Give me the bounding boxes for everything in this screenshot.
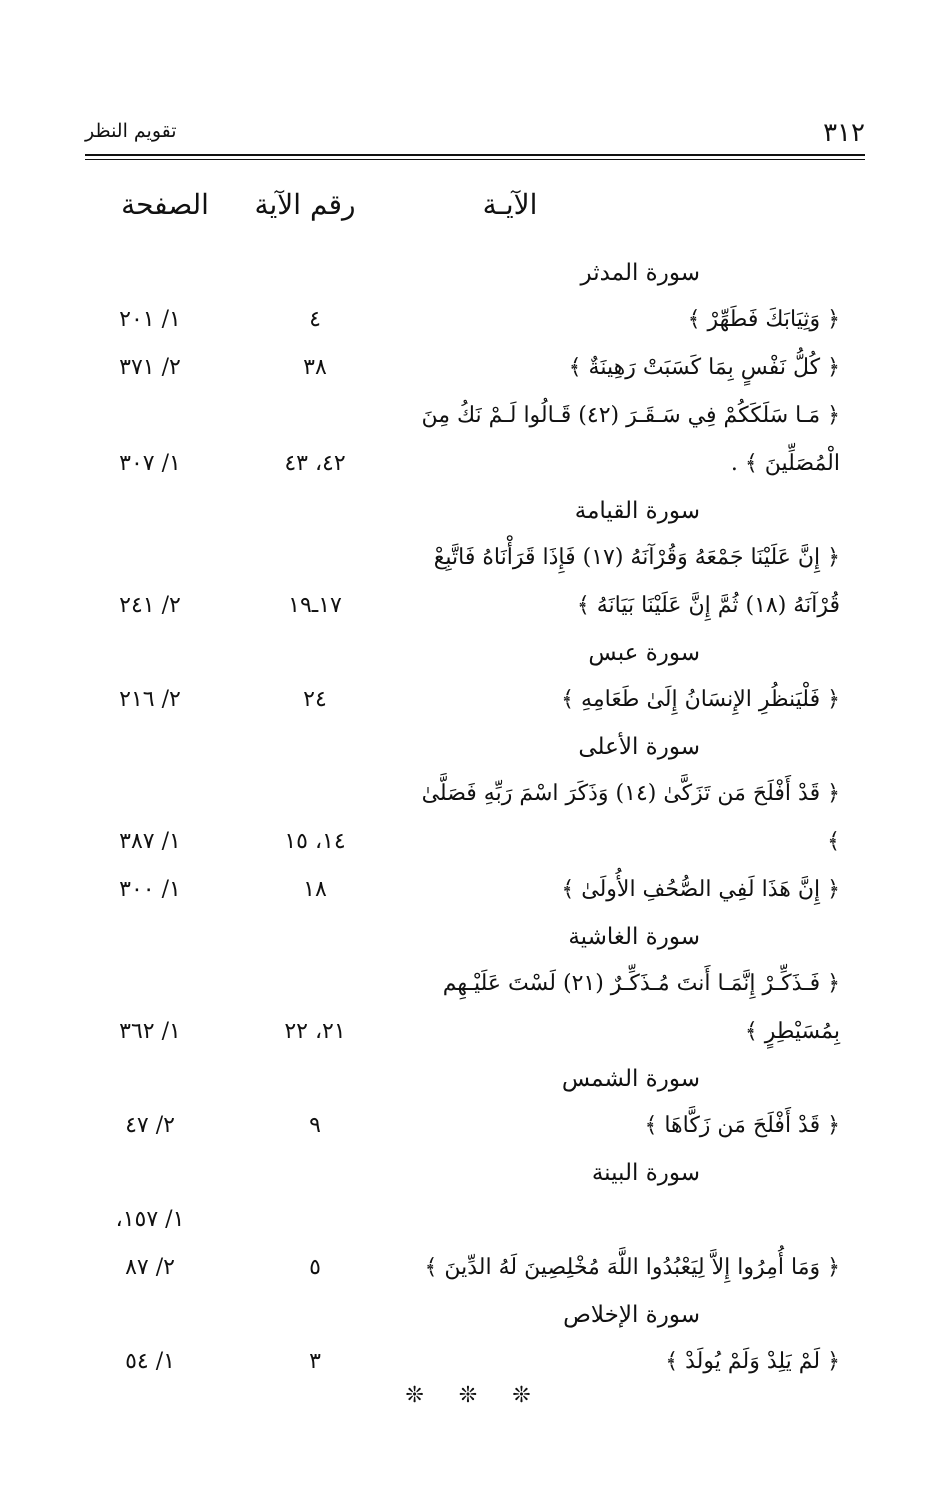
verse-row	[80, 1338, 840, 1386]
verse-row	[80, 392, 840, 488]
verse-text: ﴿ إِنَّ عَلَيْنَا جَمْعَهُ وَقُرْآنَهُ (١٧) فَإِذَا قَرَأْنَاهُ فَاتَّبِعْ قُرْآنَهُ (١٨) ثُمَّ إِنَّ عَلَيْنَا بَيَانَهُ ﴾	[433, 545, 840, 618]
verse-row	[80, 1196, 840, 1292]
ayah-number: ٢٤	[303, 687, 327, 712]
page-reference-line: ١/ ٥٤	[125, 1349, 175, 1374]
verse-text: ﴿ مَـا سَلَكَكُمْ فِي سَـقَـرَ (٤٢) قَـالُوا لَـمْ نَكُ مِنَ الْمُصَلِّينَ ﴾ .	[421, 403, 840, 476]
verse-text: ﴿ لَمْ يَلِدْ وَلَمْ يُولَدْ ﴾	[665, 1349, 840, 1374]
ayah-number: ٢١، ٢٢	[284, 1019, 346, 1044]
verse-row	[80, 960, 840, 1056]
verse-row	[80, 534, 840, 630]
ayah-number: ٣٨	[303, 355, 327, 380]
verse-text: ﴿ قَدْ أَفْلَحَ مَن تَزَكَّىٰ (١٤) وَذَكَرَ اسْمَ رَبِّهِ فَصَلَّىٰ ﴾	[421, 781, 840, 854]
verse-text: ﴿ فَـذَكِّـرْ إِنَّمَـا أَنتَ مُـذَكِّـرٌ (٢١) لَسْتَ عَلَيْـهِم بِمُسَيْطِرٍ ﴾	[442, 971, 840, 1044]
surah-title: سورة عبس	[588, 640, 700, 666]
column-headers	[0, 188, 950, 228]
book-title: تقويم النظر	[85, 120, 177, 142]
verse-row	[80, 296, 840, 344]
page-reference-line: ٢/ ٤٧	[125, 1113, 175, 1138]
page-reference-line: ٢/ ٣٧١	[119, 355, 181, 380]
header-rule	[85, 154, 865, 156]
verse-text: ﴿ كُلُّ نَفْسٍ بِمَا كَسَبَتْ رَهِينَةٌ ﴾	[568, 355, 840, 380]
surah-title: سورة الأعلى	[578, 734, 700, 760]
surah-title: سورة الشمس	[561, 1066, 700, 1092]
ayah-number: ١٤، ١٥	[284, 829, 346, 854]
verse-row	[80, 344, 840, 392]
column-header-page: الصفحة	[121, 188, 209, 221]
ayah-number: ١٧ـ١٩	[288, 593, 342, 618]
verse-row	[80, 770, 840, 866]
verse-row	[80, 676, 840, 724]
verse-index-table	[80, 250, 840, 1386]
page-reference	[80, 676, 220, 724]
surah-title: سورة البينة	[591, 1160, 700, 1186]
page-reference-line: ٢/ ٢١٦	[119, 687, 181, 712]
surah-title: سورة الغاشية	[568, 924, 700, 950]
page-reference-line: ١/ ٣٨٧	[119, 829, 181, 854]
page-reference	[80, 1338, 220, 1386]
header-rule-thin	[85, 159, 865, 160]
page-reference-line: ٢/ ٢٤١	[119, 593, 181, 618]
page-reference	[80, 296, 220, 344]
section-end-ornament: ❊ ❊ ❊	[405, 1383, 545, 1408]
page-reference	[80, 866, 220, 914]
verse-text: ﴿ وَثِيَابَكَ فَطَهِّرْ ﴾	[687, 307, 840, 332]
verse-text: ﴿ إِنَّ هَذَا لَفِي الصُّحُفِ الأُولَىٰ ﴾	[561, 877, 840, 902]
surah-title: سورة القيامة	[574, 498, 700, 524]
verse-row	[80, 1102, 840, 1150]
page-reference-line: ١/ ٢٠١	[119, 307, 181, 332]
surah-title: سورة الإخلاص	[563, 1302, 700, 1328]
ayah-number: ٥	[309, 1255, 321, 1280]
verse-text: ﴿ فَلْيَنظُرِ الإِنسَانُ إِلَىٰ طَعَامِهِ ﴾	[561, 687, 840, 712]
verse-row	[80, 866, 840, 914]
ayah-number: ٩	[309, 1113, 321, 1138]
page-reference	[80, 1196, 220, 1292]
page-reference-line: ١/ ٣٠٠	[119, 877, 181, 902]
verse-text: ﴿ وَمَا أُمِرُوا إِلاَّ لِيَعْبُدُوا اللَّهَ مُخْلِصِينَ لَهُ الدِّينَ ﴾	[424, 1255, 840, 1280]
page-reference-line: ١/ ١٥٧،	[115, 1207, 185, 1232]
verse-text: ﴿ قَدْ أَفْلَحَ مَن زَكَّاهَا ﴾	[644, 1113, 840, 1138]
page-reference	[80, 344, 220, 392]
page-reference-line: ١/ ٣٦٢	[119, 1019, 181, 1044]
column-header-verse: الآيـة	[482, 188, 538, 221]
ayah-number: ١٨	[303, 877, 327, 902]
page-reference-line: ٢/ ٨٧	[125, 1255, 175, 1280]
ayah-number: ٤٢، ٤٣	[284, 451, 346, 476]
page-reference	[80, 818, 220, 866]
page-reference	[80, 1008, 220, 1056]
page-reference	[80, 1102, 220, 1150]
surah-title: سورة المدثر	[580, 260, 700, 286]
page-reference-line: ١/ ٣٠٧	[119, 451, 181, 476]
page-number: ٣١٢	[823, 118, 865, 148]
page-reference	[80, 582, 220, 630]
column-header-ayah-number: رقم الآية	[254, 188, 356, 221]
page-reference	[80, 440, 220, 488]
ayah-number: ٣	[309, 1349, 321, 1374]
ayah-number: ٤	[309, 307, 321, 332]
